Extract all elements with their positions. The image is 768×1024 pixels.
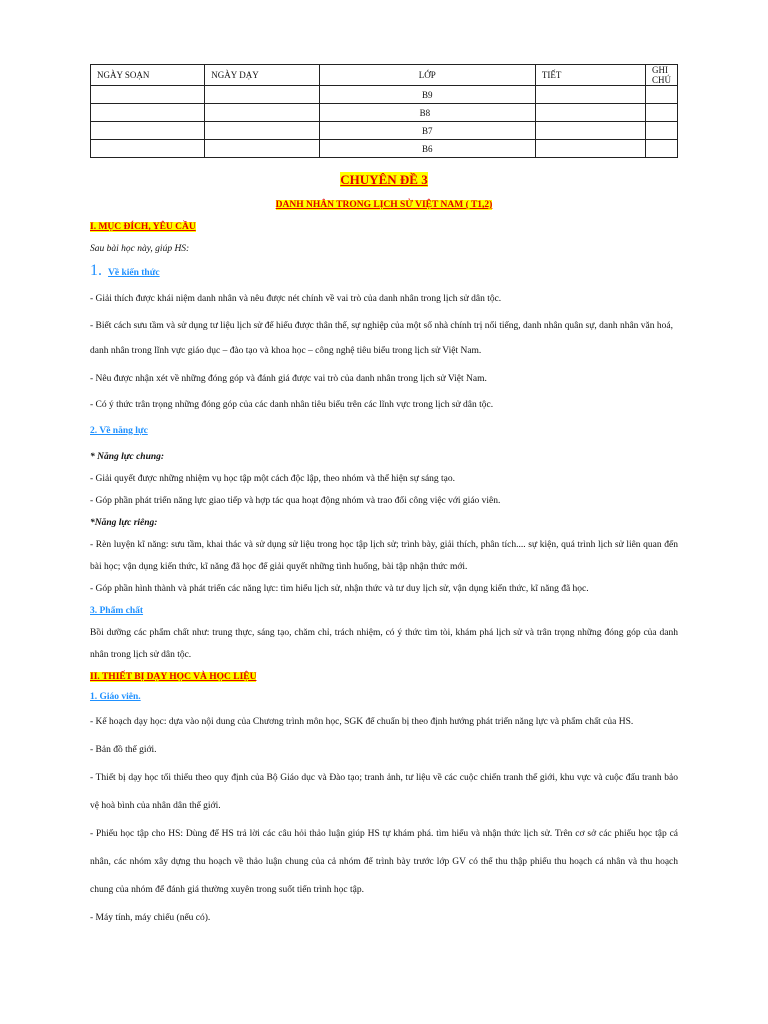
section1-intro: Sau bài học này, giúp HS: — [90, 244, 190, 254]
section1-heading: I. MỤC ĐÍCH, YÊU CẦU — [90, 222, 196, 232]
teacher-item: - Máy tính, máy chiếu (nếu có). — [90, 913, 211, 923]
teacher-item: - Kế hoạch dạy học: dựa vào nội dung của Chương trình môn học, SGK để chuẩn bị theo định hướng phát triển năng lực và phẩm chất của HS. — [90, 717, 634, 727]
class-cell: B8 — [319, 104, 535, 122]
competence-heading: 2. Về năng lực — [90, 426, 148, 436]
header-note: GHI CHÚ — [646, 65, 678, 86]
header-teach-date: NGÀY DẠY — [205, 65, 319, 86]
section2-heading: II. THIẾT BỊ DẠY HỌC VÀ HỌC LIỆU — [90, 672, 257, 682]
header-prep-date: NGÀY SOẠN — [91, 65, 205, 86]
teacher-heading: 1. Giáo viên. — [90, 692, 141, 702]
topic-title: CHUYÊN ĐỀ 3 — [340, 172, 428, 187]
specific-competence-label: *Năng lực riêng: — [90, 518, 158, 528]
class-cell: B6 — [319, 140, 535, 158]
knowledge-item: - Nêu được nhận xét về những đóng góp và đánh giá được vai trò của danh nhân trong lịch sử Việt Nam. — [90, 374, 487, 384]
knowledge-heading: 1. Về kiến thức — [90, 262, 160, 279]
teacher-item: - Phiếu học tập cho HS: Dùng để HS trả lời các câu hỏi thảo luận giúp HS tự khám phá. tìm hiểu và nhận thức lịch sử. Trên cơ sở các phiếu học tập cá nhân, các nhóm xây dựng thu hoạch về thảo luận chung của cả nhóm để trình bày trước lớp GV có thể thu thập phiếu thu hoạch cá nhân và thu hoạch chung của nhóm để đánh giá thường xuyên trong suốt tiến trình học tập. — [90, 829, 678, 895]
table-row — [91, 122, 678, 140]
knowledge-item: - Giải thích được khái niệm danh nhân và nêu được nét chính về vai trò của danh nhân trong lịch sử dân tộc. — [90, 294, 502, 304]
schedule-header-row — [91, 65, 678, 86]
general-competence-label: * Năng lực chung: — [90, 452, 165, 462]
class-cell: B9 — [319, 86, 535, 104]
table-row — [91, 140, 678, 158]
class-cell: B7 — [319, 122, 535, 140]
general-competence-item: - Giải quyết được những nhiệm vụ học tập một cách độc lập, theo nhóm và thể hiện sự sáng tạo. — [90, 474, 456, 484]
header-class: LỚP — [319, 65, 535, 86]
teacher-item: - Thiết bị dạy học tối thiểu theo quy định của Bộ Giáo dục và Đào tạo; tranh ảnh, tư liệu về các cuộc chiến tranh thế giới, khu vực và cuộc đấu tranh bảo vệ hoà bình của nhân dân thế giới. — [90, 773, 678, 811]
teacher-item: - Bản đồ thế giới. — [90, 745, 157, 755]
knowledge-item: - Có ý thức trân trọng những đóng góp của các danh nhân tiêu biểu trên các lĩnh vực trong lịch sử dân tộc. — [90, 400, 494, 410]
table-row — [91, 86, 678, 104]
specific-competence-item: - Góp phần hình thành và phát triển các năng lực: tìm hiểu lịch sử, nhận thức và tư duy lịch sử, vận dụng kiến thức, kĩ năng đã học. — [90, 584, 589, 594]
document-page — [90, 64, 678, 932]
knowledge-item: - Biết cách sưu tầm và sử dụng tư liệu lịch sử để hiểu được thân thế, sự nghiệp của một số nhà chính trị nổi tiếng, danh nhân quân sự, danh nhân văn hoá, danh nhân trong lĩnh vực giáo dục – đào tạo và khoa học – công nghệ tiêu biểu trong lịch sử Việt Nam. — [90, 321, 673, 356]
table-row — [91, 104, 678, 122]
general-competence-item: - Góp phần phát triển năng lực giao tiếp và hợp tác qua hoạt động nhóm và trao đổi công việc với giáo viên. — [90, 496, 501, 506]
topic-subtitle: DANH NHÂN TRONG LỊCH SỬ VIỆT NAM ( T1,2) — [275, 200, 493, 210]
schedule-table — [90, 64, 678, 158]
qualities-text: Bồi dưỡng các phẩm chất như: trung thực, sáng tạo, chăm chỉ, trách nhiệm, có ý thức tìm tòi, khám phá lịch sử và trân trọng những đóng góp của danh nhân trong lịch sử dân tộc. — [90, 628, 678, 660]
header-period: TIẾT — [535, 65, 645, 86]
qualities-heading: 3. Phẩm chất — [90, 606, 144, 616]
specific-competence-item: - Rèn luyện kĩ năng: sưu tầm, khai thác và sử dụng sử liệu trong học tập lịch sử; trình bày, giải thích, phân tích.... sự kiện, quá trình lịch sử liên quan đến bài học; vận dụng kiến thức, kĩ năng đã học để giải quyết những tình huống, bài tập nhận thức mới. — [90, 540, 678, 572]
